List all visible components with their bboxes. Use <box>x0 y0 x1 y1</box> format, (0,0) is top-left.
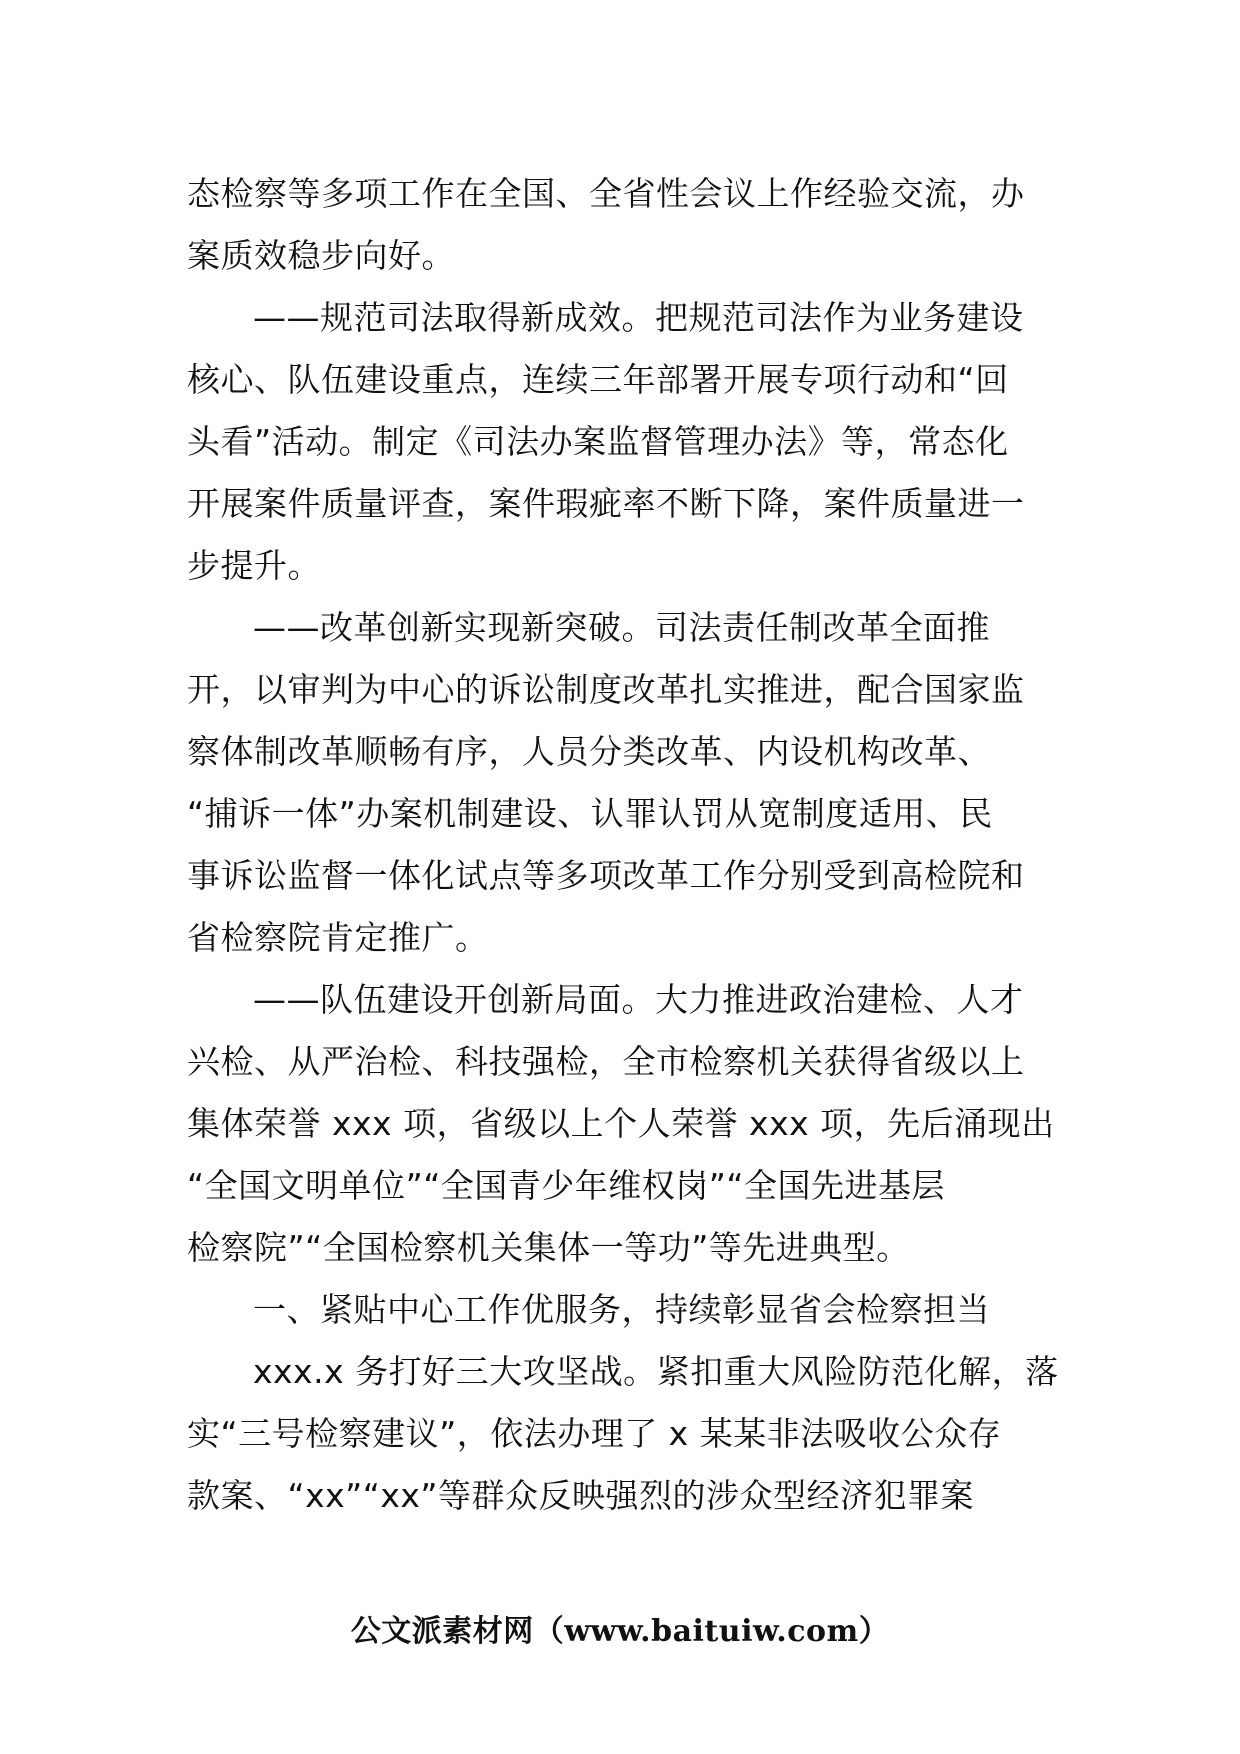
text-line: ——队伍建设开创新局面。大力推进政治建检、人才 <box>253 980 1024 1019</box>
text-line: ——规范司法取得新成效。把规范司法作为业务建设 <box>253 298 1024 337</box>
text-line: “全国文明单位”“全国青少年维权岗”“全国先进基层 <box>187 1166 945 1205</box>
document-body <box>187 163 1057 1527</box>
text-line: 开，以审判为中心的诉讼制度改革扎实推进，配合国家监 <box>187 670 1025 709</box>
text-line: 兴检、从严治检、科技强检，全市检察机关获得省级以上 <box>187 1042 1025 1081</box>
text-line: 事诉讼监督一体化试点等多项改革工作分别受到高检院和 <box>187 856 1025 895</box>
text-line: 一、紧贴中心工作优服务，持续彰显省会检察担当 <box>253 1290 990 1329</box>
text-line: 款案、“xx”“xx”等群众反映强烈的涉众型经济犯罪案 <box>187 1476 975 1515</box>
text-line: 察体制改革顺畅有序，人员分类改革、内设机构改革、 <box>187 732 991 771</box>
text-line: 态检察等多项工作在全国、全省性会议上作经验交流，办 <box>187 174 1025 213</box>
text-line: 检察院”“全国检察机关集体一等功”等先进典型。 <box>187 1228 910 1267</box>
text-line: 头看”活动。制定《司法办案监督管理办法》等，常态化 <box>187 422 1009 461</box>
text-line: 核心、队伍建设重点，连续三年部署开展专项行动和“回 <box>187 360 1009 399</box>
text-line: 集体荣誉 xxx 项，省级以上个人荣誉 xxx 项，先后涌现出 <box>187 1104 1055 1143</box>
text-line: 开展案件质量评查，案件瑕疵率不断下降，案件质量进一 <box>187 484 1025 523</box>
footer-watermark: 公文派素材网（www.baituiw.com） <box>350 1614 890 1649</box>
text-line: 案质效稳步向好。 <box>187 236 455 275</box>
text-line: ——改革创新实现新突破。司法责任制改革全面推 <box>253 608 990 647</box>
text-line: “捕诉一体”办案机制建设、认罪认罚从宽制度适用、民 <box>187 794 993 833</box>
text-line: 实“三号检察建议”，依法办理了 x 某某非法吸收公众存 <box>187 1414 1002 1453</box>
text-line: 步提升。 <box>187 546 321 585</box>
text-line: 省检察院肯定推广。 <box>187 918 489 957</box>
text-line: xxx.x 务打好三大攻坚战。紧扣重大风险防范化解，落 <box>253 1352 1059 1391</box>
